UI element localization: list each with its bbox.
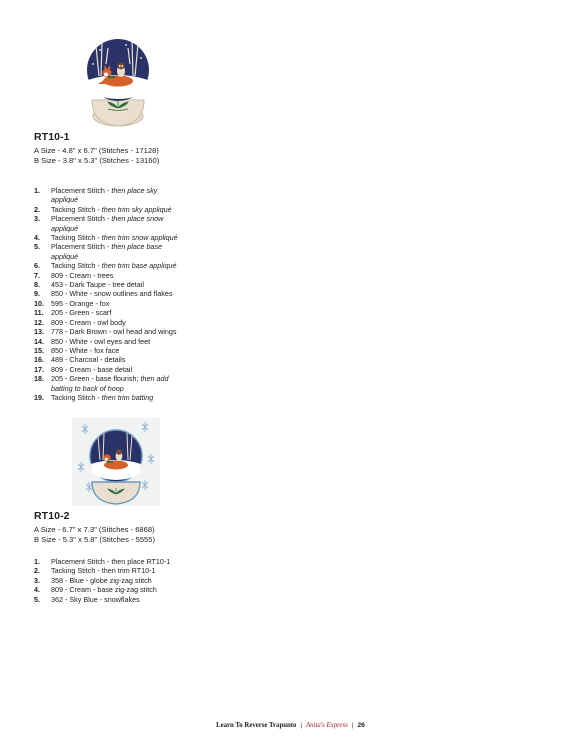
step-number: 4. [34,233,40,243]
step-text [51,595,140,604]
step-text [51,337,150,346]
step-plain-text: 358 - Blue - globe zig-zag stitch [51,575,152,585]
step-plain-text: 362 - Sky Blue - snowflakes [51,594,140,604]
step-italic-instruction: then add [140,374,169,384]
step-number: 18. [34,374,44,384]
step-plain-text: 595 - Orange - fox [51,298,110,308]
design-code-rt10-1: RT10-1 [34,131,70,143]
step-number: 15. [34,345,44,355]
size-b: B Size - 5.3" x 5.8" (Stitches - 5555) [34,534,156,544]
stitch-step [34,280,209,289]
step-plain-text: Tacking Stitch - [51,204,102,214]
step-text [51,374,168,383]
stitch-step [34,308,209,317]
page-footer [0,722,581,729]
step-number: 8. [34,280,40,290]
step-text [51,346,119,355]
step-number: 4. [34,585,40,595]
step-text [51,566,156,575]
step-plain-text: 809 - Cream - base zig-zag stitch [51,585,157,595]
step-text [51,271,113,280]
step-plain-text: Placement Stitch - [51,214,112,224]
stitch-step [34,242,209,261]
design-code-rt10-2: RT10-2 [34,510,70,522]
step-plain-text: Tacking Stitch - then trim RT10-1 [51,566,156,576]
step-text [51,186,157,195]
step-plain-text: 489 - Charcoal - details [51,355,126,365]
step-number: 1. [34,186,40,195]
step-plain-text: 778 - Dark Brown - owl head and wings [51,327,177,337]
step-italic-instruction: then trim snow appliqué [101,233,178,243]
step-text [51,299,109,308]
stitch-step [34,233,209,242]
step-text [51,242,162,251]
step-number: 17. [34,364,44,374]
stitch-step [34,318,209,327]
step-italic-instruction: then trim sky appliqué [101,204,172,214]
step-number: 16. [34,355,44,365]
stitch-step [34,374,209,393]
step-text [51,365,132,374]
step-plain-text: 809 - Cream - base detail [51,364,133,374]
stitch-step [34,595,209,604]
step-number: 5. [34,242,40,252]
step-number: 11. [34,308,44,318]
stitch-steps-rt10-1 [34,186,209,402]
step-text [51,233,178,242]
stitch-step [34,365,209,374]
step-text [51,289,172,298]
stitch-step [34,337,209,346]
step-text [51,261,176,270]
step-number: 2. [34,566,40,576]
step-italic-instruction: then trim batting [101,392,154,402]
size-list-rt10-1 [34,146,159,165]
stitch-step [34,214,209,233]
step-number: 9. [34,289,40,299]
rt10-1-snow-globe-image [78,36,158,128]
step-text [51,393,153,402]
stitch-step [34,261,209,270]
stitch-step [34,271,209,280]
stitch-step [34,289,209,298]
step-italic-instruction: then trim base appliqué [101,261,177,271]
step-text [51,585,157,594]
step-text [51,327,176,336]
step-number: 3. [34,575,40,585]
step-plain-text: 453 - Dark Taupe - tree detail [51,280,144,290]
step-number: 7. [34,270,40,280]
step-text [51,214,163,223]
footer-separator: | [351,722,354,729]
step-number: 12. [34,317,44,327]
step-continuation: appliqué [51,223,79,233]
page-number: 26 [357,722,365,729]
step-number: 13. [34,327,44,337]
step-plain-text: Placement Stitch - [51,242,112,252]
size-a: A Size - 4.8" x 6.7" (Stitches - 17128) [34,146,159,155]
step-text [51,355,125,364]
step-text [51,205,172,214]
step-plain-text: Placement Stitch - [51,186,112,195]
footer-title: Learn To Reverse Trapunto [216,722,297,729]
step-number: 14. [34,336,44,346]
stitch-step [34,299,209,308]
step-continuation: batting to back of hoop [51,383,124,393]
stitch-step [34,557,209,566]
stitch-step [34,566,209,575]
step-plain-text: Placement Stitch - then place RT10-1 [51,557,171,566]
step-italic-instruction: then place base [111,242,163,252]
step-text [51,576,152,585]
step-text [51,308,111,317]
stitch-steps-rt10-2 [34,557,209,604]
step-number: 1. [34,557,40,566]
stitch-step [34,585,209,594]
step-plain-text: Tacking Stitch - [51,392,102,402]
footer-separator: | [300,722,303,729]
step-plain-text: 809 - Cream - trees [51,270,114,280]
size-a: A Size - 6.7" x 7.3" (Stitches - 6868) [34,525,155,534]
step-continuation: appliqué [51,251,79,261]
step-number: 3. [34,214,40,224]
step-number: 2. [34,204,40,214]
step-text [51,318,126,327]
step-plain-text: 850 - White - snow outlines and flakes [51,289,173,299]
step-plain-text: 205 - Green - base flourish; [51,374,141,384]
step-number: 5. [34,594,40,604]
step-italic-instruction: then place sky [111,186,158,195]
stitch-step [34,186,209,205]
stitch-step [34,327,209,336]
stitch-step [34,205,209,214]
size-list-rt10-2 [34,525,155,544]
size-b: B Size - 3.8" x 5.3" (Stitches - 13160) [34,155,160,165]
step-plain-text: 205 - Green - scarf [51,308,112,318]
step-number: 10. [34,298,44,308]
stitch-step [34,355,209,364]
footer-brand: Anita's Express [306,722,348,729]
step-plain-text: 850 - White - owl eyes and feet [51,336,151,346]
step-text [51,557,170,566]
step-number: 19. [34,392,44,402]
step-italic-instruction: then place snow [111,214,164,224]
step-plain-text: 809 - Cream - owl body [51,317,126,327]
stitch-step [34,393,209,402]
step-plain-text: 850 - White - fox face [51,345,120,355]
stitch-step [34,346,209,355]
rt10-2-snow-globe-image [72,418,160,506]
stitch-step [34,576,209,585]
step-plain-text: Tacking Stitch - [51,261,102,271]
step-continuation: appliqué [51,195,79,205]
step-text [51,280,144,289]
step-plain-text: Tacking Stitch - [51,233,102,243]
step-number: 6. [34,261,40,271]
